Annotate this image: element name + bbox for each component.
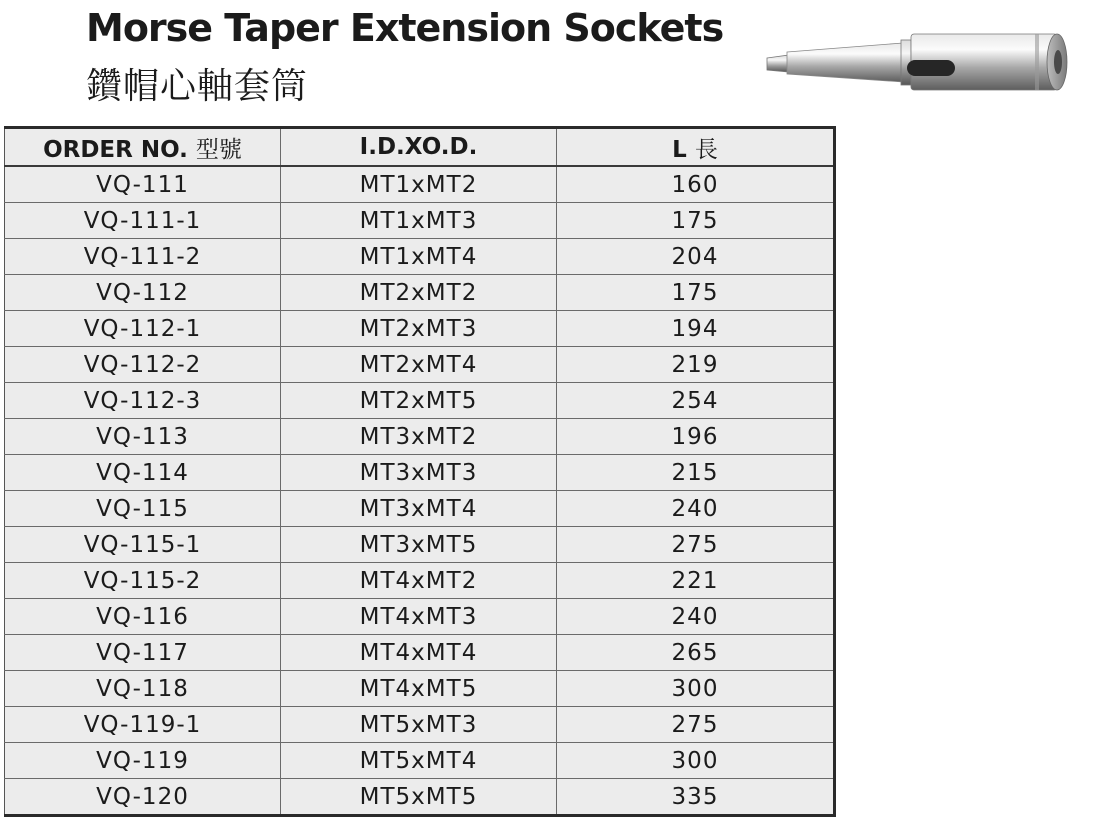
table-row — [5, 239, 835, 275]
order-no-cell: VQ-112 — [5, 275, 281, 311]
size-cell: MT3xMT2 — [281, 419, 557, 455]
table-row — [5, 311, 835, 347]
table-row — [5, 203, 835, 239]
length-cell: 175 — [557, 275, 835, 311]
order-no-cell: VQ-120 — [5, 779, 281, 816]
length-cell: 160 — [557, 166, 835, 203]
length-cell: 335 — [671, 783, 719, 810]
table-row — [5, 635, 835, 671]
size-cell: MT4xMT3 — [281, 599, 557, 635]
size-cell: MT3xMT5 — [281, 527, 557, 563]
length-cell: 300 — [557, 743, 835, 779]
table-row — [5, 347, 835, 383]
order-no-cell: VQ-111-2 — [5, 239, 281, 275]
order-no-cell: VQ-114 — [5, 455, 281, 491]
header-order-no — [5, 128, 281, 167]
order-no-cell: VQ-116 — [5, 599, 281, 635]
table-row — [5, 275, 835, 311]
size-cell: MT5xMT5 — [281, 779, 557, 816]
page-title: Morse Taper Extension Sockets — [86, 6, 724, 50]
length-cell: 254 — [557, 383, 835, 419]
size-cell: MT4xMT2 — [281, 563, 557, 599]
order-no-cell: VQ-112-1 — [5, 311, 281, 347]
order-no-cell: VQ-119-1 — [5, 707, 281, 743]
table-row — [5, 166, 835, 203]
order-no-cell: VQ-113 — [5, 419, 281, 455]
order-no-cell: VQ-115 — [5, 491, 281, 527]
header-length-label: L — [672, 136, 687, 163]
order-no-cell: VQ-115-1 — [5, 527, 281, 563]
size-cell: MT2xMT3 — [281, 311, 557, 347]
length-cell: 265 — [557, 635, 835, 671]
length-cell: 221 — [557, 563, 835, 599]
size-cell: MT4xMT4 — [281, 635, 557, 671]
table-row — [5, 779, 835, 816]
length-cell: 275 — [557, 707, 835, 743]
size-cell: MT4xMT5 — [281, 671, 557, 707]
table-row — [5, 563, 835, 599]
size-cell: MT5xMT3 — [281, 707, 557, 743]
header-order-no-zh: 型號 — [195, 136, 242, 163]
length-cell: 300 — [557, 671, 835, 707]
table-row — [5, 383, 835, 419]
header-length — [557, 128, 835, 167]
table-row — [5, 671, 835, 707]
size-cell: MT2xMT4 — [281, 347, 557, 383]
table-row — [5, 419, 835, 455]
length-cell: 196 — [557, 419, 835, 455]
size-cell: MT5xMT4 — [281, 743, 557, 779]
header-length-zh: 長 — [694, 136, 718, 163]
length-cell: 240 — [557, 599, 835, 635]
table-row — [5, 707, 835, 743]
order-no-cell: VQ-118 — [5, 671, 281, 707]
table-row — [5, 599, 835, 635]
order-no-cell: VQ-112-3 — [5, 383, 281, 419]
size-cell: MT1xMT2 — [281, 166, 557, 203]
table-row — [5, 491, 835, 527]
table-row — [5, 743, 835, 779]
header-order-no-label: ORDER NO. — [43, 136, 188, 163]
length-cell: 175 — [557, 203, 835, 239]
length-cell: 215 — [557, 455, 835, 491]
order-no-cell: VQ-111 — [5, 166, 281, 203]
order-no-cell: VQ-112-2 — [5, 347, 281, 383]
order-no-cell: VQ-117 — [5, 635, 281, 671]
order-no-cell: VQ-111-1 — [5, 203, 281, 239]
length-cell: 194 — [557, 311, 835, 347]
page-subtitle-chinese: 鑽帽心軸套筒 — [86, 66, 309, 107]
table-row — [5, 455, 835, 491]
order-no-cell: VQ-119 — [5, 743, 281, 779]
length-cell: 219 — [557, 347, 835, 383]
spec-table — [4, 126, 836, 817]
length-cell: 275 — [557, 527, 835, 563]
size-cell: MT3xMT4 — [281, 491, 557, 527]
header-id-od: I.D.XO.D. — [281, 128, 557, 167]
length-cell: 204 — [557, 239, 835, 275]
order-no-cell: VQ-115-2 — [5, 563, 281, 599]
table-header-row — [5, 128, 835, 167]
size-cell: MT1xMT3 — [281, 203, 557, 239]
size-cell: MT1xMT4 — [281, 239, 557, 275]
table-row — [5, 527, 835, 563]
extension-socket-image — [765, 22, 1071, 100]
size-cell: MT2xMT5 — [281, 383, 557, 419]
size-cell: MT3xMT3 — [281, 455, 557, 491]
length-cell: 240 — [557, 491, 835, 527]
size-cell: MT2xMT2 — [281, 275, 557, 311]
